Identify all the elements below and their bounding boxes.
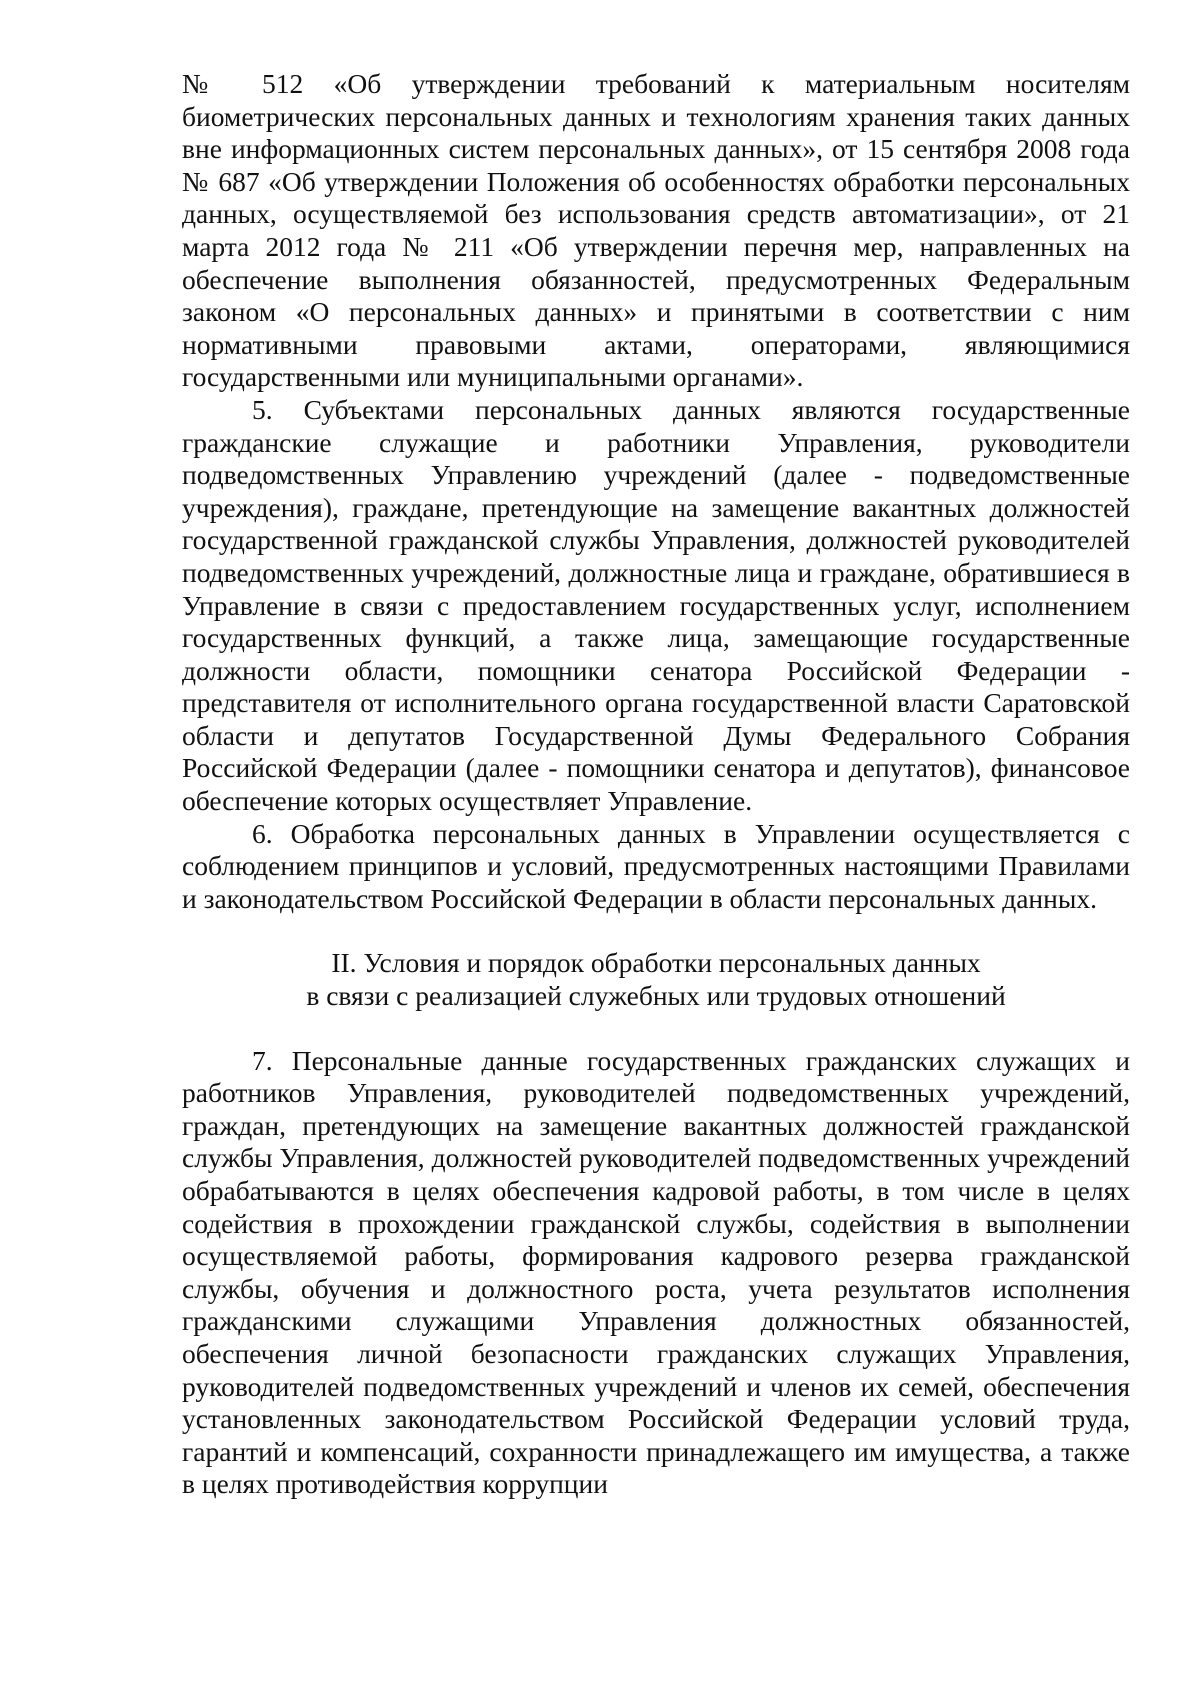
section-heading-line1: II. Условия и порядок обработки персональных данных	[331, 947, 981, 979]
paragraph-7-purposes: 7. Персональные данные государственных гражданских служащих и работников Управления, руководителей подведомственных учреждений, граждан, претендующих на замещение вакантных должностей гражданской службы Управления, должностей руководителей подведомственных учреждений обрабатываются в целях обеспечения кадровой работы, в том числе в целях содействия в прохождении гражданской службы, содействия в выполнении осуществляемой работы, формирования кадрового резерва гражданской службы, обучения и должностного роста, учета результатов исполнения гражданскими служащими Управления должностных обязанностей, обеспечения личной безопасности гражданских служащих Управления, руководителей подведомственных учреждений и членов их семей, обеспечения установленных законодательством Российской Федерации условий труда, гарантий и компенсаций, сохранности принадлежащего им имущества, а также в целях противодействия коррупции	[182, 1044, 1130, 1500]
document-page	[182, 68, 1130, 1501]
section-heading-line2: в связи с реализацией служебных или трудовых отношений	[306, 980, 1006, 1012]
paragraph-5-subjects: 5. Субъектами персональных данных являются государственные гражданские служащие и работники Управления, руководители подведомственных Управлению учреждений (далее - подведомственные учреждения), граждане, претендующие на замещение вакантных должностей государственной гражданской службы Управления, должностей руководителей подведомственных учреждений, должностные лица и граждане, обратившиеся в Управление в связи с предоставлением государственных услуг, исполнением государственных функций, а также лица, замещающие государственные должности области, помощники сенатора Российской Федерации - представителя от исполнительного органа государственной власти Саратовской области и депутатов Государственной Думы Федерального Собрания Российской Федерации (далее - помощники сенатора и депутатов), финансовое обеспечение которых осуществляет Управление.	[182, 393, 1130, 817]
section-heading	[182, 915, 1130, 1044]
paragraph-6-processing: 6. Обработка персональных данных в Управлении осуществляется с соблюдением принципов и условий, предусмотренных настоящими Правилами и законодательством Российской Федерации в области персональных данных.	[182, 817, 1130, 914]
paragraph-regulations-list: № 512 «Об утверждении требований к материальным носителям биометрических персональных данных и технологиям хранения таких данных вне информационных систем персональных данных», от 15 сентября 2008 года № 687 «Об утверждении Положения об особенностях обработки персональных данных, осуществляемой без использования средств автоматизации», от 21 марта 2012 года № 211 «Об утверждении перечня мер, направленных на обеспечение выполнения обязанностей, предусмотренных Федеральным законом «О персональных данных» и принятыми в соответствии с ним нормативными правовыми актами, операторами, являющимися государственными или муниципальными органами».	[182, 68, 1130, 393]
